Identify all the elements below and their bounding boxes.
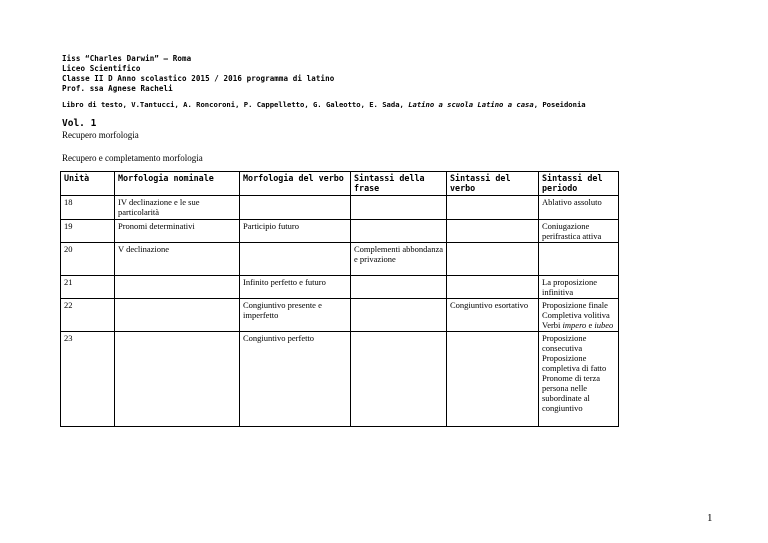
table-cell: Infinito perfetto e futuro bbox=[240, 276, 351, 299]
table-cell: Participio futuro bbox=[240, 220, 351, 243]
table-cell-rich: Proposizione finale Completiva volitiva Verbi impero e iubeo bbox=[539, 299, 619, 332]
table-cell: Complementi abbondanza e privazione bbox=[351, 243, 447, 276]
table-cell bbox=[240, 196, 351, 220]
section-subtitle-2: Recupero e completamento morfologia bbox=[62, 153, 203, 163]
section-subtitle: Recupero morfologia bbox=[62, 130, 139, 140]
table-cell: V declinazione bbox=[115, 243, 240, 276]
table-cell: 18 bbox=[61, 196, 115, 220]
table-row bbox=[61, 220, 619, 243]
table-cell: 20 bbox=[61, 243, 115, 276]
table-cell: 21 bbox=[61, 276, 115, 299]
table-cell bbox=[351, 220, 447, 243]
italic-word: impero bbox=[562, 320, 587, 330]
table-header-row bbox=[61, 172, 619, 196]
table-cell bbox=[351, 299, 447, 332]
table-cell bbox=[447, 276, 539, 299]
table-row bbox=[61, 276, 619, 299]
table-cell: 19 bbox=[61, 220, 115, 243]
col-header-period-syntax: Sintassi del periodo bbox=[539, 172, 619, 196]
table-row bbox=[61, 196, 619, 220]
table-cell bbox=[351, 196, 447, 220]
col-header-nominal-morphology: Morfologia nominale bbox=[115, 172, 240, 196]
textbook-prefix: Libro di testo, V.Tantucci, A. Roncoroni, P. Cappelletto, G. Galeotto, E. Sada, bbox=[62, 100, 409, 109]
table-cell bbox=[539, 243, 619, 276]
textbook-title: Latino a scuola Latino a casa bbox=[408, 100, 534, 109]
col-header-verb-syntax: Sintassi del verbo bbox=[447, 172, 539, 196]
table-cell: Congiuntivo esortativo bbox=[447, 299, 539, 332]
teacher-line: Prof. ssa Agnese Racheli bbox=[62, 84, 173, 93]
textbook-line bbox=[62, 100, 586, 109]
table-cell bbox=[351, 332, 447, 427]
table-cell bbox=[447, 196, 539, 220]
textbook-suffix: , Poseidonia bbox=[533, 100, 586, 109]
table-cell bbox=[240, 243, 351, 276]
volume-label: Vol. 1 bbox=[62, 118, 97, 129]
table-cell bbox=[447, 220, 539, 243]
program-table bbox=[60, 171, 619, 427]
table-cell bbox=[351, 276, 447, 299]
table-cell: 22 bbox=[61, 299, 115, 332]
table-cell: IV declinazione e le sue particolarità bbox=[115, 196, 240, 220]
table-row bbox=[61, 299, 619, 332]
table-cell: La proposizione infinitiva bbox=[539, 276, 619, 299]
table-cell bbox=[447, 332, 539, 427]
class-year-line: Classe II D Anno scolastico 2015 / 2016 programma di latino bbox=[62, 74, 335, 83]
page-number: 1 bbox=[707, 512, 713, 524]
table-cell bbox=[115, 276, 240, 299]
col-header-sentence-syntax: Sintassi della frase bbox=[351, 172, 447, 196]
table-cell: Pronomi determinativi bbox=[115, 220, 240, 243]
table-cell: Proposizione consecutiva Proposizione completiva di fatto Pronome di terza persona nelle subordinate al congiuntivo bbox=[539, 332, 619, 427]
table-cell: Congiuntivo perfetto bbox=[240, 332, 351, 427]
table-cell bbox=[115, 332, 240, 427]
table-cell: Coniugazione perifrastica attiva bbox=[539, 220, 619, 243]
school-name: Iiss “Charles Darwin” – Roma bbox=[62, 54, 192, 63]
table-cell: Congiuntivo presente e imperfetto bbox=[240, 299, 351, 332]
table-cell bbox=[115, 299, 240, 332]
table-cell: Ablativo assoluto bbox=[539, 196, 619, 220]
table-row bbox=[61, 243, 619, 276]
table-cell bbox=[447, 243, 539, 276]
col-header-verb-morphology: Morfologia del verbo bbox=[240, 172, 351, 196]
table-row bbox=[61, 332, 619, 427]
table-cell: 23 bbox=[61, 332, 115, 427]
col-header-unit: Unità bbox=[61, 172, 115, 196]
school-type: Liceo Scientifico bbox=[62, 64, 141, 73]
italic-word: iubeo bbox=[594, 320, 614, 330]
